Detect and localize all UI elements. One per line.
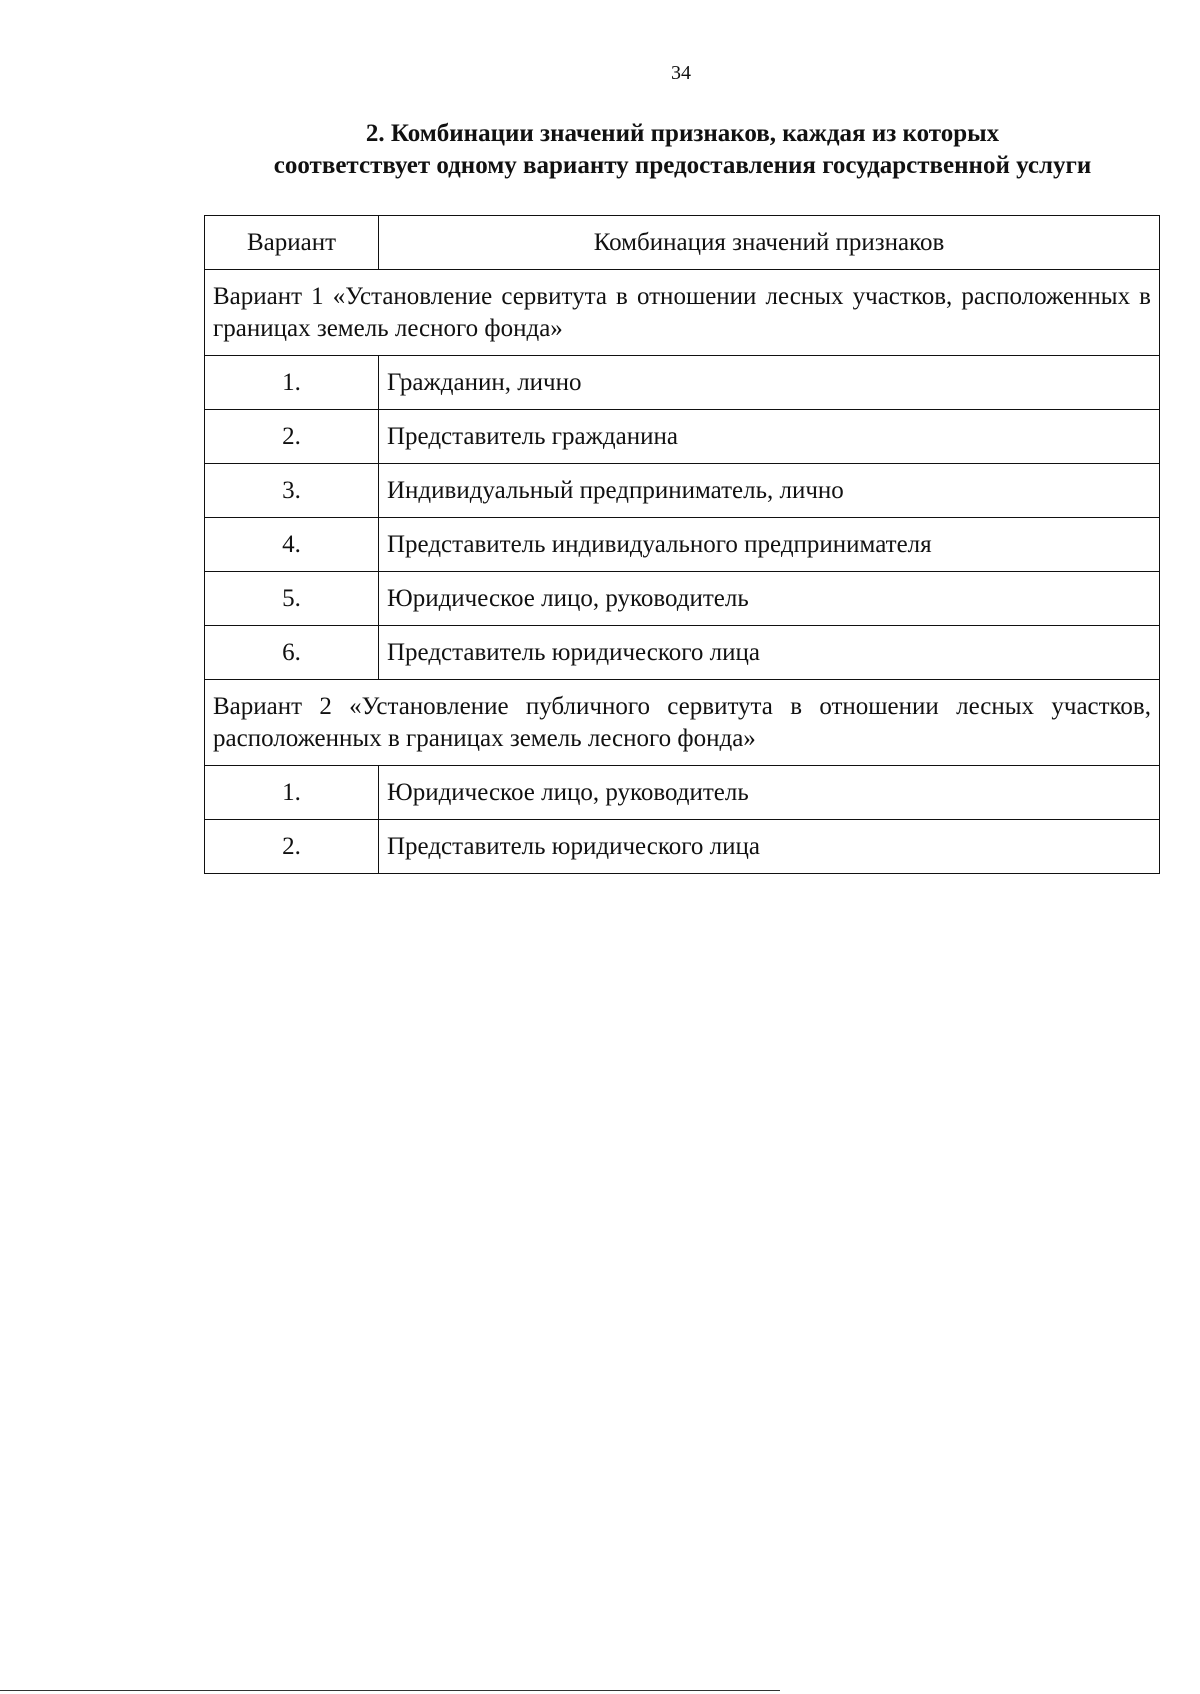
group-title-variant-2: Вариант 2 «Установление публичного сервитута в отношении лесных участков, расположенных в границах земель лесного фонда» [205, 680, 1160, 766]
row-number: 1. [205, 356, 379, 410]
row-number: 2. [205, 820, 379, 874]
section-heading-line-2: соответствует одному варианту предоставления государственной услуги [273, 152, 1092, 179]
header-combination: Комбинация значений признаков [379, 216, 1160, 270]
footer-divider [0, 1690, 780, 1691]
row-number: 6. [205, 626, 379, 680]
section-heading [205, 118, 1160, 182]
row-description: Представитель юридического лица [379, 820, 1160, 874]
table-row [205, 464, 1160, 518]
row-description: Представитель гражданина [379, 410, 1160, 464]
group-title-variant-1: Вариант 1 «Установление сервитута в отношении лесных участков, расположенных в границах земель лесного фонда» [205, 270, 1160, 356]
section-heading-line-1: 2. Комбинации значений признаков, каждая из которых [365, 120, 1000, 147]
group-row-variant-1 [205, 270, 1160, 356]
row-number: 4. [205, 518, 379, 572]
row-number: 1. [205, 766, 379, 820]
row-number: 3. [205, 464, 379, 518]
table-row [205, 626, 1160, 680]
header-variant: Вариант [205, 216, 379, 270]
page-number: 34 [671, 62, 691, 84]
table-row [205, 356, 1160, 410]
row-description: Юридическое лицо, руководитель [379, 766, 1160, 820]
table-row [205, 410, 1160, 464]
variants-table [204, 215, 1160, 874]
row-description: Индивидуальный предприниматель, лично [379, 464, 1160, 518]
table-row [205, 518, 1160, 572]
row-description: Юридическое лицо, руководитель [379, 572, 1160, 626]
table-row [205, 572, 1160, 626]
table-header-row [205, 216, 1160, 270]
row-number: 2. [205, 410, 379, 464]
row-description: Представитель юридического лица [379, 626, 1160, 680]
table-row [205, 820, 1160, 874]
group-row-variant-2 [205, 680, 1160, 766]
table-row [205, 766, 1160, 820]
row-description: Гражданин, лично [379, 356, 1160, 410]
row-description: Представитель индивидуального предпринимателя [379, 518, 1160, 572]
row-number: 5. [205, 572, 379, 626]
